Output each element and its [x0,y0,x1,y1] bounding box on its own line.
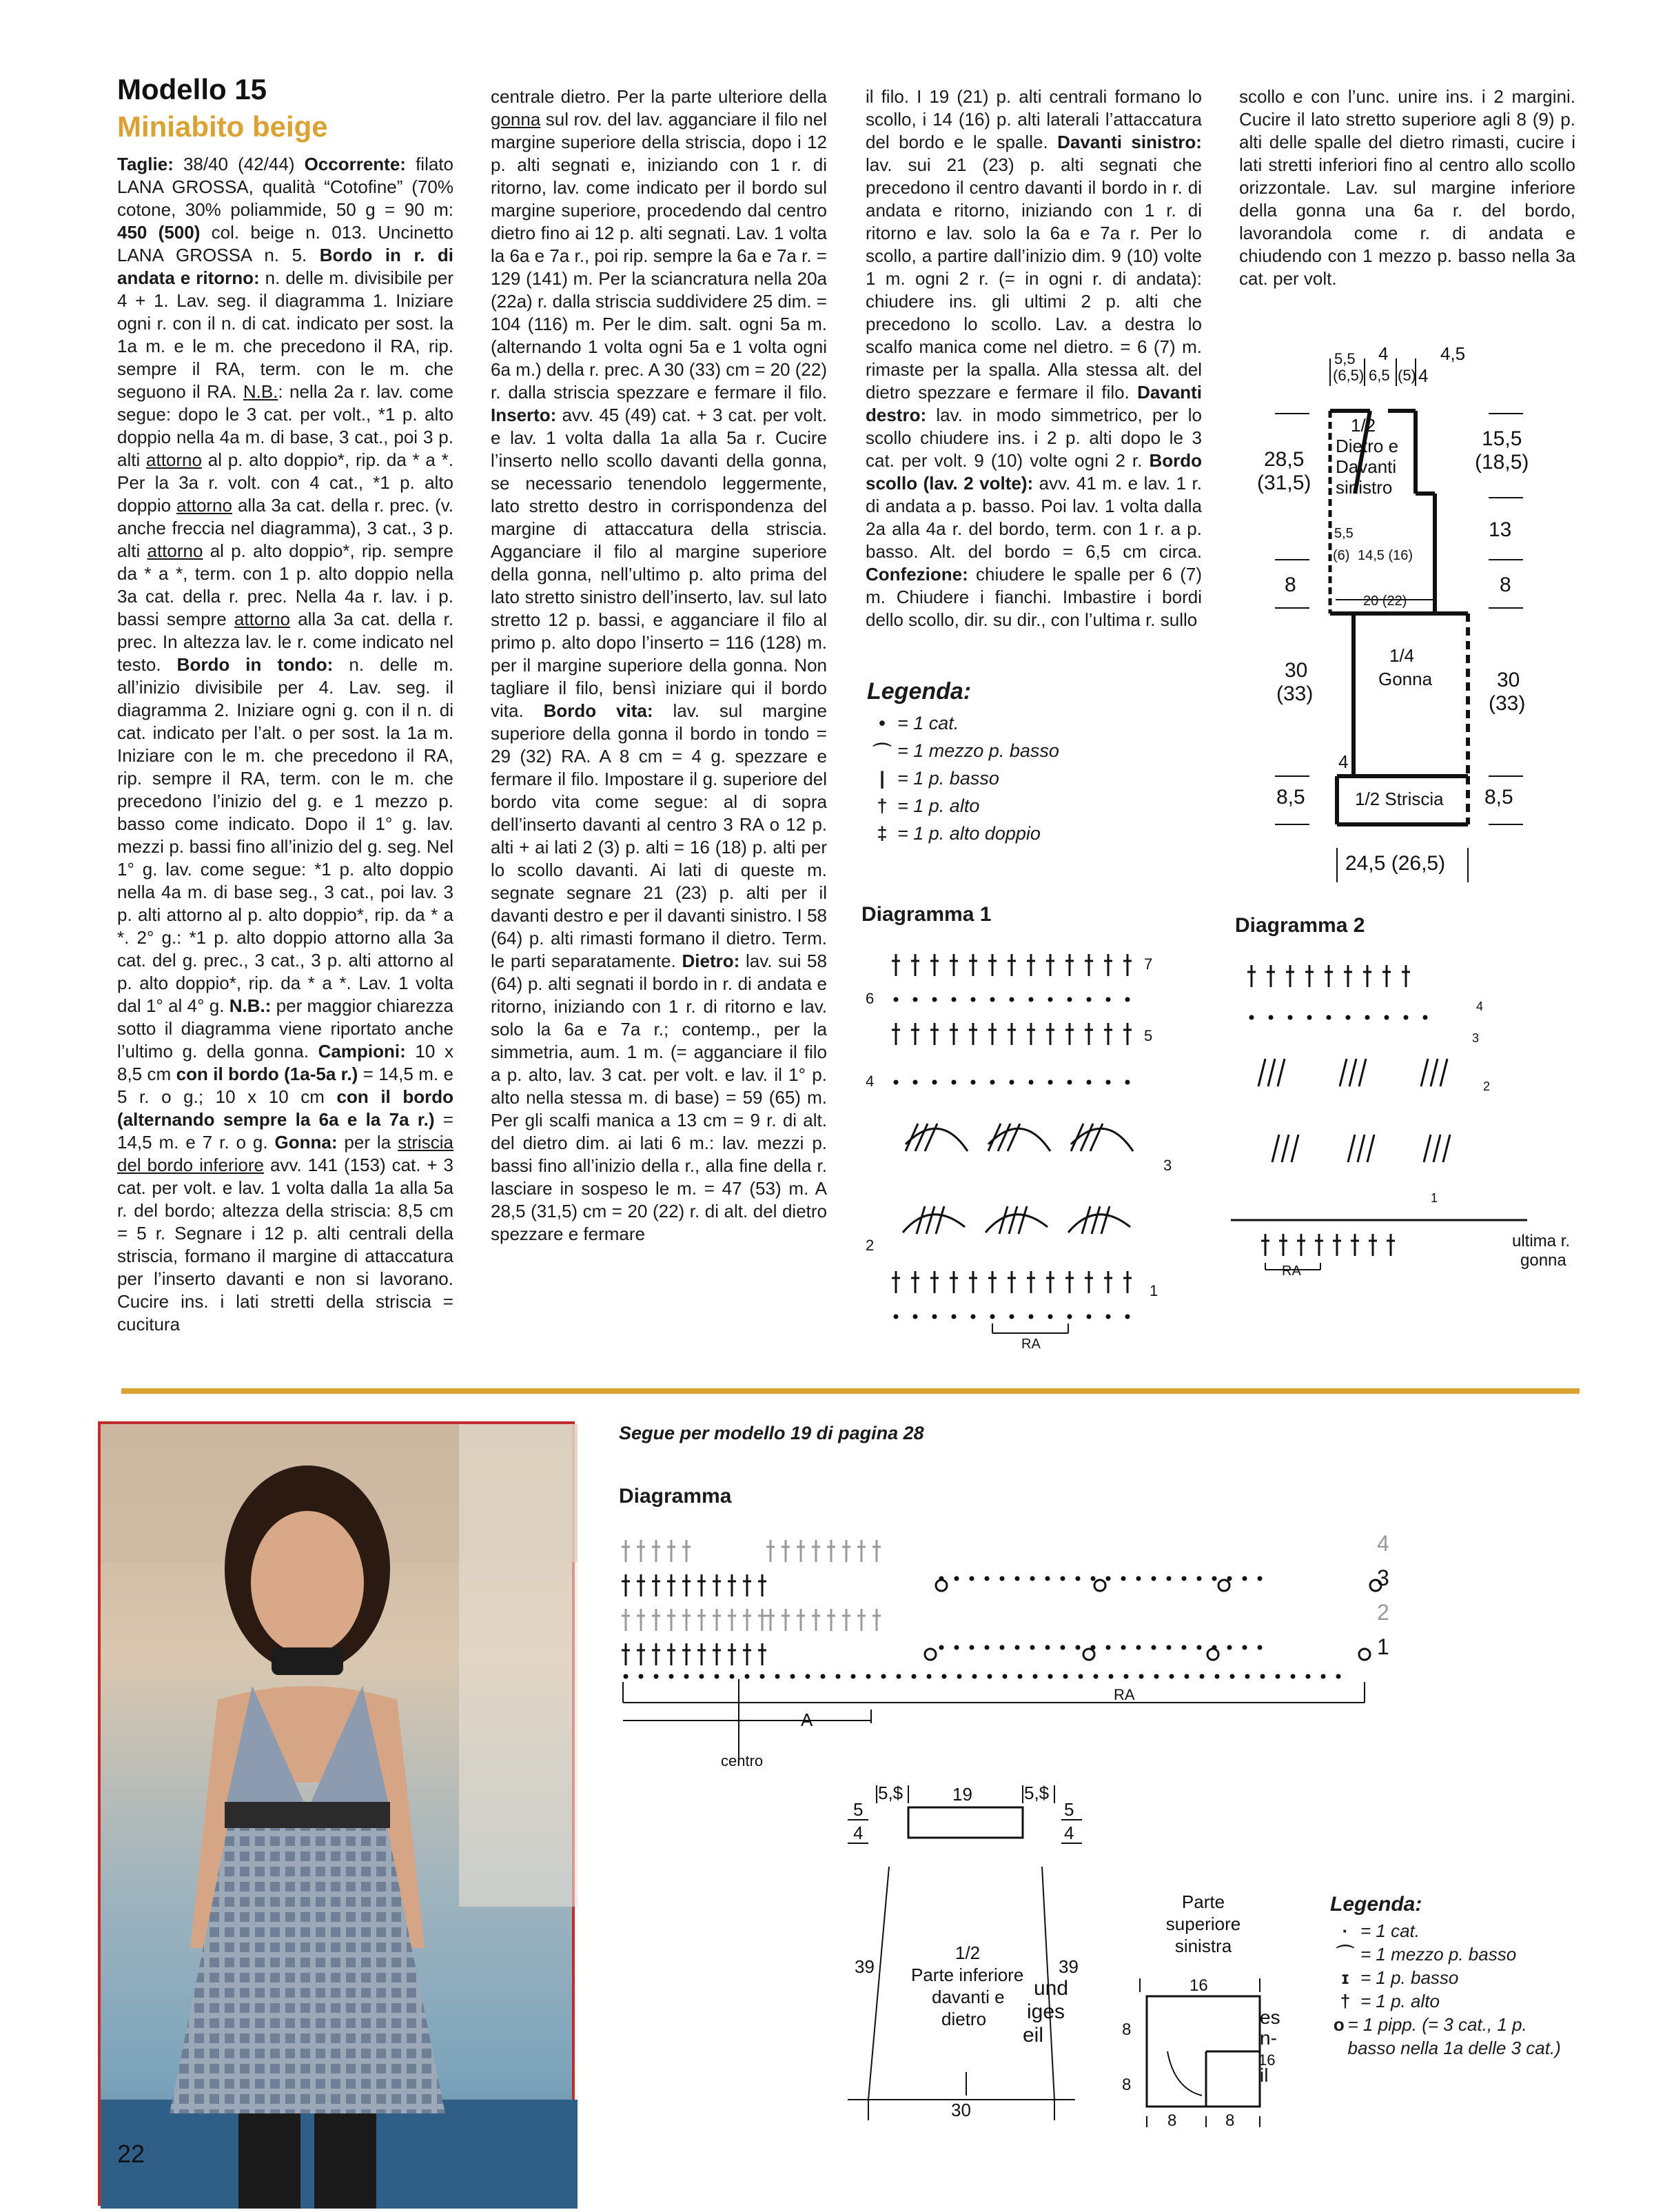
tondo-label: Bordo in tondo: [176,654,334,675]
lower-row3-stitches-a [622,1574,766,1596]
schema3-title-c: sinistra [1174,1936,1232,1956]
schema1-bottom: 24,5 (26,5) [1345,852,1446,875]
col3-a: il filo. I 19 (21) p. alti centrali formano lo scollo, i 14 (16) p. alti laterali l’attaccatura del bordo e le spalle. [866,86,1202,152]
schema1-gonna: 1/4 [1389,645,1415,666]
col2-a: centrale dietro. Per la parte ulteriore della [491,86,827,107]
legend-1-item [867,764,1156,792]
lower-row4-stitches-b [766,1540,881,1562]
text-column-1 [117,153,453,1336]
text-column-3 [866,85,1202,631]
legend-2-item [1330,1966,1578,1989]
diagram1-row-label-3: 3 [1163,1157,1172,1174]
bordo-text-f: alla 3a cat. della r. prec. In altezza lav. le r. come indicato nel testo. [117,609,453,675]
confezione-label: Confezione: [866,564,968,585]
schema1-w20: 20 (22) [1363,593,1407,609]
schema3-ghost-2: n- [1260,2027,1277,2049]
schema1-left-8: 8 [1285,574,1296,596]
tondo-text: n. delle m. all’inizio divisibile per 4. Lav. seg. il diagramma 2. Iniziare ogni g. con il n. di cat. indicato per l’alt. o per sost. la 1a m. Iniziare con le m. che precedono il RA, rip. sempre il RA, term. con le m. che precedono l’inizio del g. e 1 mezzo p. basso come indicato. Dopo il 1° g. lav. mezzi p. bassi fino all’inizio del g. seg. Nel 1° g. lav. come segue: *1 p. alto doppio nella 4a m. di base seg., 3 cat., poi lav. 3 p. alti attorno al p. alto doppio*, rip. da * a *. 2° g.: *1 p. alto doppio attorno alla 3a cat. del g. prec., 3 cat., 3 p. alti attorno al p. alto doppio*, rip. da * a *. Lav. 1 volta dal 1° al 4° g. [117,654,454,1016]
text-column-2 [491,85,827,1246]
gonna-label: Gonna: [274,1132,338,1153]
schema3-w16: 16 [1190,1976,1208,1995]
model-figure-illustration [101,1424,578,2209]
attorno-word-3: attorno [147,540,203,561]
confezione-text: chiudere le spalle per 6 (7) m. Chiudere i fianchi. Imbastire i bordi dello scollo, dir. su dir., con l’ultima r. sullo [866,564,1202,630]
schema2-piece-b: Parte inferiore [911,1965,1024,1985]
diagram2-row-label-4: 4 [1476,1000,1484,1013]
legend-2-item [1330,1919,1578,1942]
schema-3 [1112,1889,1278,2130]
diagram1-row2-cluster [986,1206,1048,1234]
schema1-right-30: 30 [1497,669,1520,691]
col2-b: sul rov. del lav. agganciare il filo nel margine superiore della striscia, dopo i 12 p. alti segnati e, iniziando con 1 r. di ritorno, lav. come indicato per il bordo sul margine superiore, procedendo dal centro dietro fino ai 12 p. alti segnati. Lav. 1 volta la 6a e 7a r., poi rip. sempre la 6a e 7a r. = 129 (141) m. Per la sciancratura nella 20a (22a) r. dalla striscia suddividere 25 dim. = 104 (116) m. Per le dim. salt. ogni 5a m. (alternando 1 volta ogni 5a e 1 volta ogni 6a m.) della r. prec. A 30 (33) cm = 20 (22) r. dalla striscia spezzare e fermare il filo. [491,109,827,403]
diagram2-last-row-label: ultima r. [1512,1232,1571,1250]
legend-1-item [867,792,1156,820]
inserto-text: avv. 45 (49) cat. + 3 cat. per volt. e lav. 1 volta dalla 1a alla 5a r. Cucire l’inserto nello scollo davanti della gonna, se necessario tenendolo leggermente, lato stretto destro in corrispondenza del margine di attaccatura della striscia. Agganciare il filo al margine superiore della gonna, nell’ultimo p. alto prima del lato stretto sinistro dell’inserto, lav. sul lato stretto 12 p. bassi, e agganciare il filo al primo p. alto dopo l’inserto = 116 (128) m. per il margine superiore della gonna. Non tagliare il filo, bensì iniziare qui il bordo vita. [491,405,827,721]
schema1-inner-145: 14,5 (16) [1358,548,1413,563]
schema2-top-a: 5,$ [878,1783,903,1803]
diagram1-ra-label: RA [1021,1337,1041,1352]
diagram2-last-row-stitches [1261,1234,1395,1256]
schema2-piece-c: davanti e [932,1987,1005,2007]
lower-a-label: A [801,1709,813,1730]
diagram-2-title: Diagramma 2 [1235,914,1365,937]
lower-row4-stitches-a [622,1540,691,1562]
schema3-ghost-3: 16 [1258,2051,1276,2069]
diagram1-row6-chains [894,997,1130,1002]
schema3-h8b: 8 [1122,2076,1132,2094]
diagram2-row2-cluster [1340,1059,1366,1086]
legend-1-symbol-icon: ‡ [877,822,888,844]
schema2-piece: 1/2 [955,1942,981,1963]
legend-1-item [867,820,1156,847]
vita-label: Bordo vita: [543,700,653,721]
diagram1-row5-stitches [892,1023,1132,1045]
lower-foundation-chains [624,1674,1341,1679]
diagram1-foundation-chains [894,1315,1130,1319]
schema1-gonna-b: Gonna [1378,669,1433,689]
campioni-a: 10 x 8,5 cm [117,1041,453,1084]
diagram2-row4-chains [1249,1015,1428,1020]
schema1-piece-b: Dietro e [1336,436,1399,456]
bordo-text-b: : nella 2a r. lav. come segue: dopo le 3 cat. per volt., *1 p. alto doppio nella 4a m. di base, 3 cat., poi 3 p. alti [117,381,453,470]
schema1-top-65: 6,5 [1369,367,1390,384]
schema2-h39-right: 39 [1059,1956,1079,1977]
campioni-d: con il bordo (alternando sempre la 6a e la 7a r.) [117,1086,453,1130]
lower-row-label-2: 2 [1377,1600,1389,1625]
tondo-text-b: per maggior chiarezza sotto il diagramma viene riportato anche l’ultimo g. della gonna. [117,995,453,1062]
legend-1-symbol-icon: | [879,767,885,789]
diagram2-row-top-stitches [1247,965,1410,987]
schema1-left-h1b: (31,5) [1257,471,1311,494]
legend-1 [867,678,1156,847]
schema1-four: 4 [1338,751,1349,772]
col4-a: scollo e con l’unc. unire ins. i 2 margini. Cucire il lato stretto superiore agli 8 (9) p. alti delle spalle del dietro rimasti, cucire i lati stretti inferiori fino al centro allo scollo orizzontale. Lav. sul margine inferiore della gonna una 6a r. del bordo, lavorandola come r. di andata e chiudendo con 1 mezzo p. basso nella 3a cat. per volt. [1239,86,1575,289]
schema1-inner-55: 5,5 [1334,526,1354,541]
diagram1-row1-stitches [892,1271,1132,1293]
lower-row-label-1: 1 [1377,1634,1389,1659]
sinistro-label: Davanti sinistro: [1057,132,1202,152]
schema2-right-4: 4 [1064,1823,1074,1843]
schema-1 [1254,338,1558,882]
legend-1-label: = 1 cat. [897,712,959,733]
diagram-2 [1231,948,1589,1279]
gonna-underlined: striscia del bordo inferiore [117,1132,454,1175]
campioni-e: = 14,5 m. e 7 r. o g. [117,1109,453,1153]
schema3-ghost-1: es [1260,2007,1280,2028]
lower-centro-label: centro [721,1752,764,1769]
schema1-inner-6: (6) [1333,548,1350,563]
lower-diagram-title: Diagramma [619,1485,732,1508]
scollo-label: Bordo scollo (lav. 2 volte): [866,450,1202,494]
bordo-text-c: al p. alto doppio*, rip. da * a *. Per la 3a r. volt. con 4 cat., *1 p. alto doppio [117,449,453,516]
schema3-h8a: 8 [1122,2020,1132,2039]
schema1-piece-d: sinistro [1336,477,1393,498]
legend-1-symbol-icon: ⌒ [872,742,892,763]
diagram2-row-label-1: 1 [1431,1191,1438,1205]
schema1-left-h1: 28,5 [1264,448,1305,471]
diagram1-ra-bracket [992,1323,1068,1333]
destro-label: Davanti destro: [866,382,1202,425]
lower-row2-stitches-a [622,1609,766,1631]
legend-1-item [867,737,1156,764]
schema1-right-h1b: (18,5) [1475,451,1529,474]
legend-2-symbol-icon: ⌒ [1336,1944,1354,1965]
schema2-h39-left: 39 [855,1956,875,1977]
schema2-top-19: 19 [952,1784,972,1805]
legend-1-item [867,709,1156,737]
page-title: Modello 15 [117,73,267,105]
schema3-title-b: superiore [1165,1914,1241,1934]
gonna-a: per la [344,1132,391,1153]
schema2-ghost-1: und [1034,1977,1069,2000]
legend-2-label: = 1 p. basso [1360,1967,1459,1988]
legend-2-title: Legenda: [1330,1893,1422,1916]
diagram1-row-label-5: 5 [1144,1027,1153,1044]
diagram1-row3-cluster [988,1124,1050,1151]
legend-1-title: Legenda: [867,678,972,704]
schema-2 [848,1783,1110,2141]
legend-2-item [1330,2013,1578,2060]
sinistro-text: lav. sui 21 (23) p. alti segnati che precedono il centro davanti il bordo in r. di andata e ritorno, iniziando con 1 r. di ritorno e lav. solo la 6a e 7a r. Per lo scollo, a partire dall’inizio dim. 9 (10) volte 1 m. ogni 2 r. (= in ogni r. di andata): chiudere ins. gli ultimi 2 p. alti che precedono lo scollo. Lav. a destra lo scalfo manica come nel dietro. = 6 (7) m. rimaste per la spalla. Alla stessa alt. del dietro spezzare e fermare il filo. [866,154,1202,403]
occorrente-bold: 450 (500) [117,222,201,243]
schema2-ghost-3: eil [1023,2024,1044,2047]
schema1-striscia: 1/2 Striscia [1355,789,1444,809]
taglie-value: 38/40 (42/44) [183,154,295,174]
diagram2-row-label-3: 3 [1472,1031,1480,1045]
schema1-right-33: (33) [1489,692,1526,715]
page-number: 22 [117,2140,145,2168]
dietro-text: lav. sui 58 (64) p. alti segnati il bordo in r. di andata e ritorno, iniziando con 1 r. di ritorno e lav. solo la 6a e 7a r.; contemp., per la simmetria, aum. 1 m. (= agganciare il filo a p. alto, lav. 3 cat. per volt. e lav. il 1° p. alto nella stessa m. di base) = 59 (65) m. Per gli scalfi manica a 13 cm = 9 r. di alt. del dietro dim. ai lati 6 m.: lav. mezzi p. bassi fino all’inizio della r., alla fine della r. lasciare in sospeso le m. = 47 (53) m. A 28,5 (31,5) cm = 20 (22) r. di alt. del dietro spezzare e fermare [491,951,827,1244]
occorrente-label: Occorrente: [304,154,406,174]
nb2-label: N.B.: [229,995,272,1016]
schema2-right-5: 5 [1064,1799,1074,1820]
bordo-text-d: alla 3a cat. della r. prec. (v. anche freccia nel diagramma), 3 cat., 3 p. alti [117,495,454,561]
schema1-top-4b: 4 [1418,365,1429,386]
schema1-top-45: 4,5 [1440,343,1466,364]
legend-2-symbol-icon: o [1333,2014,1345,2035]
diagram2-row2-cluster [1421,1059,1447,1086]
legend-1-symbol-icon: † [877,795,888,816]
diagram1-row7-stitches [892,954,1132,976]
lower-row2-stitches-b [766,1609,881,1631]
legend-1-label: = 1 p. alto [897,795,980,816]
text-column-4 [1239,85,1575,290]
scollo-text: avv. 41 m. e lav. 1 r. di andata a p. basso. Poi lav. 1 volta dalla 2a alla 4a r. del bordo, term. con 1 r. a p. basso. Alt. del bordo = 6,5 cm circa. [866,473,1203,562]
attorno-word: attorno [146,449,202,470]
legend-2 [1330,1893,1578,2060]
vita-text: lav. sul margine superiore della gonna il bordo in tondo = 29 (32) RA. A 8 cm = 4 g. spezzare e fermare il filo. Impostare il g. superiore del bordo vita come segue: al di sopra dell’inserto davanti al centro 3 RA o 12 p. alti + ai lati 2 (3) p. alti = 16 (18) p. alti per lo scollo davanti. Ai lati di queste m. segnate segnare 21 (23) p. alti per il davanti destro e per il davanti sinistro. I 58 (64) p. alti rimasti formano il dietro. Term. le parti separatamente. [491,700,827,971]
schema1-left-85: 8,5 [1276,786,1305,809]
lower-diagram [617,1516,1417,1778]
schema3-title: Parte [1181,1891,1225,1912]
schema1-top-4: 4 [1378,343,1389,364]
schema2-bottom: 30 [951,2100,971,2120]
diagram-1 [861,937,1192,1351]
taglie-label: Taglie: [117,154,174,174]
lower-row-label-3: 3 [1377,1565,1389,1590]
schema1-piece: 1/2 [1351,415,1376,436]
schema1-right-85: 8,5 [1484,786,1513,809]
diagram1-row2-cluster [903,1206,965,1234]
diagram1-row3-cluster [1071,1124,1133,1151]
legend-1-label: = 1 p. alto doppio [897,822,1041,844]
diagram1-row-label-4: 4 [866,1073,875,1090]
schema1-top-55: 5,5 [1334,350,1356,367]
schema1-left-30: 30 [1285,659,1308,682]
campioni-c: = 14,5 m. e 5 r. o g.; 10 x 10 cm [117,1064,453,1107]
legend-2-symbol-icon: ɪ [1341,1967,1349,1988]
legend-2-label: = 1 p. alto [1360,1991,1440,2011]
legend-1-label: = 1 p. basso [897,767,999,789]
schema1-right-13: 13 [1489,518,1512,541]
schema3-ghost-4: il [1260,2064,1269,2086]
diagram1-row2-cluster [1068,1206,1130,1234]
schema2-ghost-2: iges [1027,2000,1065,2023]
legend-2-symbol-icon: · [1342,1920,1349,1941]
legend-2-item [1330,1989,1578,2013]
diagram1-row-label-2: 2 [866,1237,875,1254]
schema2-left-5: 5 [853,1799,864,1820]
legend-2-symbol-icon: † [1340,1991,1351,2011]
gonna-b: avv. 141 (153) cat. + 3 cat. per volt. e lav. 1 volta dalla 1a alla 5a r. del bordo; altezza della striscia: 8,5 cm = 5 r. Segnare i 12 p. alti centrali della striscia, formano il margine di attaccatura per l’inserto davanti e non si lavorano. Cucire ins. i lati stretti della striscia = cucitura [117,1155,453,1335]
continued-note: Segue per modello 19 di pagina 28 [619,1423,924,1443]
legend-1-symbol-icon: • [879,712,886,733]
section-divider [121,1388,1580,1394]
dietro-label: Dietro: [682,951,740,971]
schema1-left-33: (33) [1276,682,1314,705]
schema1-right-8: 8 [1500,574,1511,596]
campioni-label: Campioni: [318,1041,406,1062]
schema2-piece-d: dietro [941,2009,987,2029]
occorrente-text-b: col. beige n. 013. Uncinetto LANA GROSSA n. 5. [117,222,453,265]
diagram2-row1-cluster [1424,1135,1450,1162]
attorno-word-4: attorno [234,609,290,629]
campioni-b: con il bordo (1a-5a r.) [176,1064,358,1084]
legend-1-rows [867,709,1156,847]
schema3-w8a: 8 [1167,2111,1177,2130]
schema1-top-5: (5) [1398,367,1416,384]
bordo-text: n. delle m. divisibile per 4 + 1. Lav. seg. il diagramma 1. Iniziare ogni r. con il n. di cat. indicato per sost. la 1a m. e le m. che precedono il RA, rip. sempre il RA, term. con le m. che seguono il RA. [117,267,453,402]
schema3-w8b: 8 [1225,2111,1235,2130]
diagram1-row-label-6: 6 [866,990,875,1007]
page-subtitle: Miniabito beige [117,110,328,143]
diagram-1-title: Diagramma 1 [861,903,992,926]
legend-2-rows [1330,1919,1578,2060]
destro-text: lav. in modo simmetrico, per lo scollo chiudere ins. i 2 p. alti dopo le 3 cat. per volt. 9 (10) volte ogni 2 r. [866,405,1202,471]
nb-label: N.B. [243,381,278,402]
legend-2-label: = 1 pipp. (= 3 cat., 1 p. basso nella 1a delle 3 cat.) [1347,2014,1561,2058]
bordo-label: Bordo in r. di andata e ritorno: [117,245,453,288]
diagram2-row1-cluster [1348,1135,1374,1162]
diagram1-row3-cluster [906,1124,968,1151]
model-photo [98,1421,575,2206]
lower-row-label-4: 4 [1377,1531,1389,1556]
bordo-text-e: al p. alto doppio*, rip. sempre da * a *, term. con 1 p. alto doppio nella 3a cat. della r. prec. Nella 4a r. lav. i p. bassi sempre [117,540,453,629]
diagram2-row-label-2: 2 [1483,1079,1491,1093]
diagram2-last-row-label-b: gonna [1520,1251,1566,1270]
legend-2-label: = 1 mezzo p. basso [1360,1944,1517,1965]
schema2-left-4: 4 [853,1823,864,1843]
col2-gonna: gonna [491,109,541,130]
inserto-label: Inserto: [491,405,557,425]
lower-ra-label: RA [1114,1686,1135,1703]
diagram1-row-label-1: 1 [1150,1282,1158,1299]
schema1-right-h1: 15,5 [1482,427,1522,450]
diagram1-row4-chains [894,1080,1130,1085]
diagram2-row2-cluster [1258,1059,1285,1086]
schema2-top-b: 5,$ [1024,1783,1050,1803]
diagram2-row1-cluster [1272,1135,1298,1162]
occorrente-text: filato LANA GROSSA, qualità “Cotofine” (70% cotone, 30% poliammide, 50 g = 90 m: [117,154,453,220]
legend-2-item [1330,1942,1578,1966]
schema1-top-65a: (6,5) [1333,367,1365,384]
attorno-word-2: attorno [176,495,232,516]
lower-row1-stitches [622,1643,766,1665]
legend-1-label: = 1 mezzo p. basso [897,740,1059,761]
diagram1-row-label-7: 7 [1144,955,1153,973]
legend-2-label: = 1 cat. [1360,1920,1420,1941]
diagram2-ra-label: RA [1282,1264,1301,1279]
schema1-piece-c: Davanti [1336,456,1397,477]
